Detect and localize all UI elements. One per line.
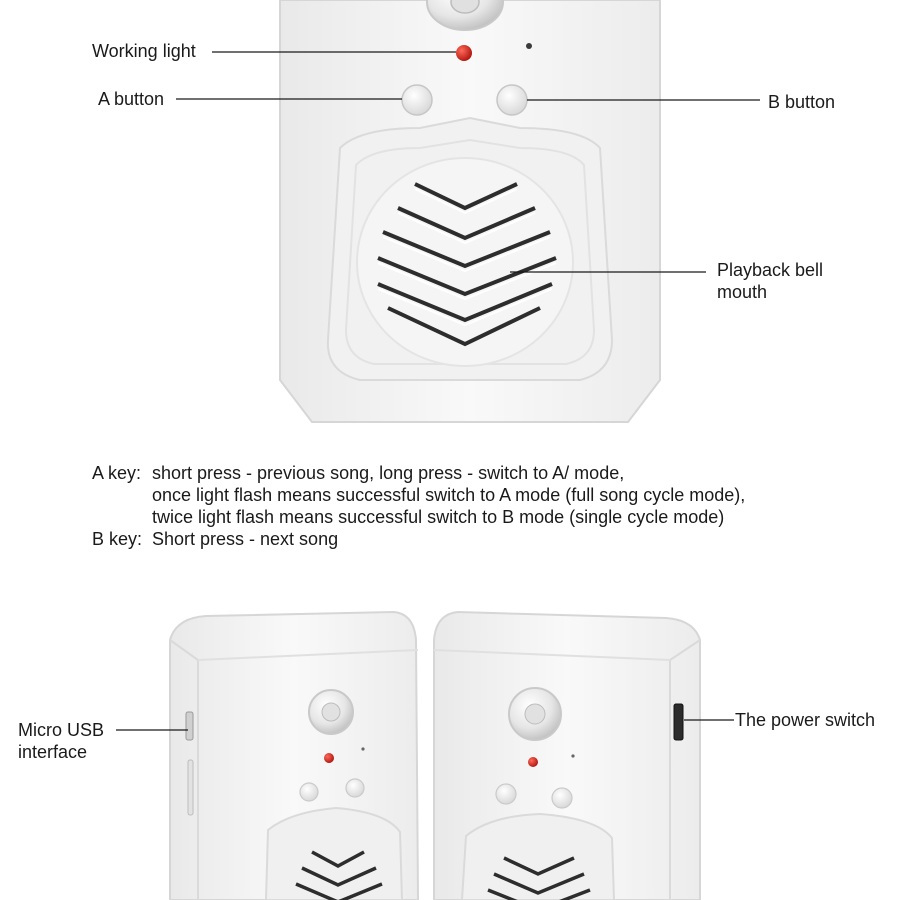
pir-sensor-lens-icon — [309, 690, 353, 734]
a-key-line2: once light flash means successful switch to A mode (full song cycle mode), — [152, 485, 746, 505]
working-light-label: Working light — [92, 41, 196, 61]
power-switch-label: The power switch — [735, 710, 876, 730]
pir-sensor-lens-icon — [509, 688, 561, 740]
a-key-line3: twice light flash means successful switch to B mode (single cycle mode) — [152, 507, 725, 527]
red-led-icon — [528, 757, 538, 767]
b-key-line1: Short press - next song — [152, 529, 339, 549]
b-button[interactable] — [497, 85, 527, 115]
a-button-label: A button — [98, 89, 165, 109]
right-device-angled — [434, 612, 700, 900]
a-button[interactable] — [402, 85, 432, 115]
playback-bell-mouth-label-line1: Playback bell — [717, 260, 824, 280]
key-instructions — [92, 462, 745, 550]
playback-bell-mouth-label-line2: mouth — [717, 282, 768, 302]
b-key-label: B key: — [92, 529, 143, 549]
a-key-row — [92, 462, 745, 484]
micro-usb-port-icon — [186, 712, 193, 740]
a-key-label: A key: — [92, 463, 142, 483]
red-led-icon — [324, 753, 334, 763]
b-key-row — [92, 528, 745, 550]
micro-usb-label-line1: Micro USB — [18, 720, 105, 740]
power-switch-icon — [674, 704, 683, 740]
micro-usb-label-line2: interface — [18, 742, 88, 762]
pinhole-dot — [526, 43, 532, 49]
left-device-angled — [170, 612, 418, 900]
a-key-line1: short press - previous song, long press - switch to A/ mode, — [152, 463, 625, 483]
working-light-led-icon — [456, 45, 472, 61]
main-device-front — [280, 0, 660, 422]
b-button-label: B button — [768, 92, 836, 112]
